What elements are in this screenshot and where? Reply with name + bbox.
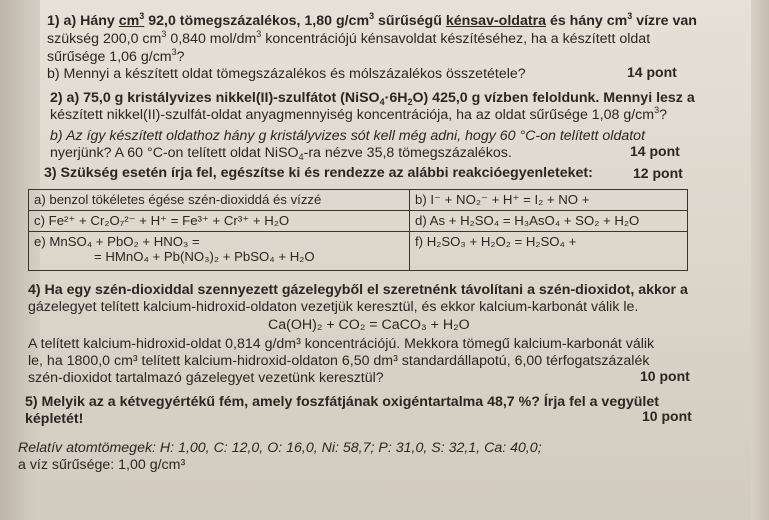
q1-points: 14 pont — [627, 64, 677, 80]
q2-part-b-line-1: b) Az így készített oldathoz hány g kristályvizes sót kell még adni, hogy 60 °C-on telített oldatot — [50, 128, 646, 144]
q5-line-2: képletét! — [25, 411, 84, 427]
q1-line-1: 1) a) Hány $cm^3$ 92,0 tömegszázalékos, 1,80 $g/cm^3$ sűrűségű kénsav-oldatra és hány $cm^3$ vízre van — [47, 11, 697, 29]
q4-line-3: A telített kalcium-hidroxid-oldat 0,814 g/dm³ koncentrációjú. Mekkora tömegű kalcium-karbonát válik — [28, 336, 655, 352]
q4-equation: Ca(OH)₂ + CO₂ = CaCO₃ + H₂O — [268, 317, 470, 333]
reaction-e — [29, 232, 410, 271]
q1-line-3: sűrűsége 1,06 $g/cm^3$? — [47, 47, 185, 65]
q4-line-1: 4) Ha egy szén-dioxiddal szennyezett gázelegyből el szeretnénk távolítani a szén-dioxidot, akkor a — [28, 282, 688, 298]
q5-points: 10 pont — [642, 408, 692, 424]
reaction-e-line-1: e) MnSO₄ + PbO₂ + HNO₃ = — [34, 234, 200, 249]
atomic-masses: Relatív atomtömegek: H: 1,00, C: 12,0, O: 16,0, Ni: 58,7; P: 31,0, S: 32,1, Ca: 40,0; — [18, 440, 542, 456]
q2-line-1: 2) a) 75,0 g kristályvizes nikkel(II)-szulfátot $(NiSO_4\cdot 6H_2O)$ 425,0 g vízben feloldunk. Mennyi lesz a — [50, 90, 695, 107]
q3-points: 12 pont — [633, 165, 683, 181]
q2-points: 14 pont — [630, 143, 680, 159]
reaction-f: f) H₂SO₃ + H₂O₂ = H₂SO₄ + — [410, 232, 688, 271]
paper-right-shadow — [751, 0, 769, 520]
q2-line-2: készített nikkel(II)-szulfát-oldat anyagmennyiség koncentrációja, ha az oldat sűrűsége 1,08 $g/cm^3$? — [50, 105, 667, 123]
q4-line-2: gázelegyet telített kalcium-hidroxid-oldaton vezetjük keresztül, és ekkor kalcium-karbonát válik le. — [28, 299, 639, 315]
q4-line-5: szén-dioxidot tartalmazó gázelegyet vezetünk keresztül? — [28, 370, 384, 386]
q1-part-b: b) Mennyi a készített oldat tömegszázalékos és mólszázalékos összetétele? — [47, 66, 526, 82]
reaction-d: d) As + H₂SO₄ = H₃AsO₄ + SO₂ + H₂O — [410, 211, 688, 232]
q5-line-1: 5) Melyik az a kétvegyértékű fém, amely foszfátjának oxigéntartalma 48,7 %? Írja fel a vegyület — [25, 394, 659, 410]
reaction-table — [28, 189, 688, 271]
q1-line-2: szükség 200,0 $cm^3$ 0,840 mol/$dm^3$ koncentrációjú kénsavoldat készítéséhez, ha a készített oldat — [47, 29, 651, 47]
reaction-e-line-2: = HMnO₄ + Pb(NO₃)₂ + PbSO₄ + H₂O — [94, 249, 315, 264]
reaction-b: b) I⁻ + NO₂⁻ + H⁺ = I₂ + NO + — [410, 190, 688, 211]
q3-text: 3) Szükség esetén írja fel, egészítse ki és rendezze az alábbi reakcióegyenleteket: — [44, 165, 593, 181]
reaction-a: a) benzol tökéletes égése szén-dioxiddá és vízzé — [29, 190, 410, 211]
reaction-c: c) Fe²⁺ + Cr₂O₇²⁻ + H⁺ = Fe³⁺ + Cr³⁺ + H₂O — [29, 211, 410, 232]
q4-line-4: le, ha 1800,0 cm³ telített kalcium-hidroxid-oldaton 6,50 dm³ standardállapotú, 6,00 térfogatszázalék — [28, 353, 650, 369]
water-density: a víz sűrűsége: 1,00 g/cm³ — [18, 457, 186, 473]
q2-part-b-line-2: nyerjünk? A 60 °C-on telített oldat NiSO$_4$-ra nézve 35,8 tömegszázalékos. — [50, 145, 512, 162]
q4-points: 10 pont — [640, 368, 690, 384]
